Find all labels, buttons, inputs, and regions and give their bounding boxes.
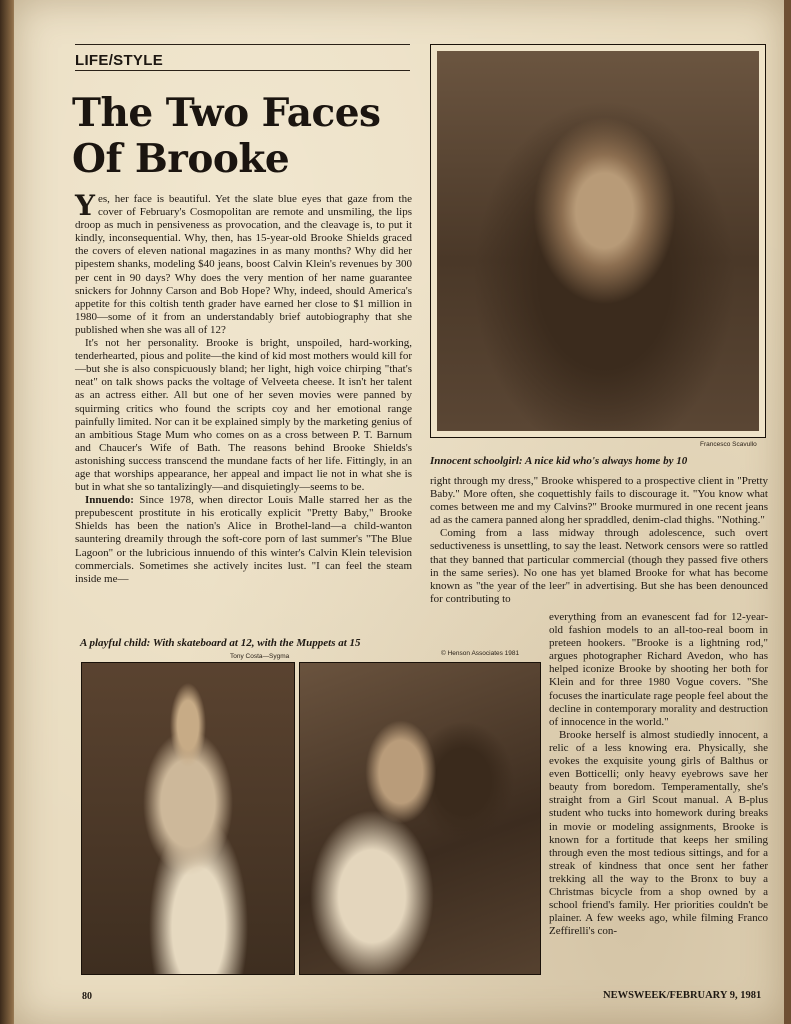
left-photo-credit: Tony Costa—Sygma	[230, 653, 290, 660]
paragraph-seductiveness: Coming from a lass midway through adolescence, such overt seductiveness is unsettling, to say the least. Network censors were so rattled that they banned that particular commercial (though they passed five others in the same series). No one has yet blamed Brooke for what has become known as "the year of the leer" in advertising. But she has been denounced for contributing to	[430, 527, 768, 605]
runin-heading: Innuendo:	[85, 494, 134, 507]
article-headline: The Two Faces Of Brooke	[72, 90, 381, 182]
article-column-2	[430, 475, 768, 606]
paragraph-continued: right through my dress," Brooke whispered to a prospective client in "Pretty Baby." More often, she coquettishly fails to discourage it. "You know what comes between me and my Calvins?" Brooke murmured in one recent jeans ad as the camera panned along her spraddled, denim-clad thighs. "Nothing."	[430, 475, 768, 527]
paragraph-innuendo	[75, 494, 412, 586]
main-photo	[430, 44, 766, 438]
main-photo-image	[437, 51, 759, 431]
section-header: LIFE/STYLE	[75, 52, 164, 69]
article-column-3	[549, 611, 768, 938]
right-photo-credit: © Henson Associates 1981	[441, 650, 520, 657]
publication-footer: NEWSWEEK/FEBRUARY 9, 1981	[603, 990, 762, 1001]
paragraph-personality: It's not her personality. Brooke is bright, unspoiled, hard-working, tenderhearted, pious and polite—the kind of kid most mothers would kill for—but she is also conspicuously bland; her light, high voice chirping "that's neat" on talk shows packs the voltage of Velveeta cheese. It isn't her talent as an actress either. All but one of her seven movies were panned by squirming critics who found the scripts coy and her emotional range painfully limited. Nor can it be explained simply by the marketing genius of an ambitious Stage Mum who comes on as a cross between P. T. Barnum and Chaucer's Wife of Bath. The reasons behind Brooke Shields's astonishing success transcend the mundane facts of her life. Fittingly, in an age that worships appearance, her appeal and impact lie not in what she is but in what she so tantalizingly—and disquietingly—seems to be.	[75, 337, 412, 494]
article-column-1	[75, 189, 412, 586]
section-rule-bottom	[75, 70, 410, 71]
paragraph-innuendo-text: Since 1978, when director Louis Malle starred her as the prepubescent prostitute in his erotically explicit "Pretty Baby," Brooke Shields has been the nation's Alice in Brothel-land—a child-wanton sauntering dreamily through the soft-core porn of last summer's "The Blue Lagoon" or the lubricious innuendo of this winter's Calvin Klein television commercials. Sometimes she actively incites lust. "I can feel the steam inside me—	[75, 494, 412, 585]
bottom-photos-caption: A playful child: With skateboard at 12, with the Muppets at 15	[80, 637, 361, 649]
paragraph-avedon: everything from an evanescent fad for 12-year-old fashion models to an all-too-real boom in preteen hookers. "Brooke is a lightning rod," argues photographer Richard Avedon, who has helped iconize Brooke by shooting her both for Klein and for three 1980 Vogue covers. "She focuses the inarticulate rage people feel about the decline in contemporary morality and destruction of innocence in the world."	[549, 611, 768, 728]
paragraph-intro	[75, 189, 412, 337]
paragraph-innocent: Brooke herself is almost studiedly innocent, a relic of a less knowing era. Physically, she evokes the exquisite young girls of Balthus or even Botticelli; only heavy eyebrows save her beauty from boredom. Temperamentally, she's straight from a Girl Scout manual. A B-plus student who tucks into homework during breaks in movie or modeling assignments, Brooke is known for a fortitude that keeps her smiling through even the most tedious sittings, and for a streak of kindness that once sent her father trekking all the way to the Bronx to buy a Christmas bicycle from a shop owned by a school friend's family. Her priorities couldn't be plainer. A few weeks ago, while filming Franco Zeffirelli's con-	[549, 728, 768, 938]
muppets-photo	[299, 662, 541, 975]
main-photo-caption: Innocent schoolgirl: A nice kid who's always home by 10	[430, 455, 688, 467]
section-rule-top	[75, 44, 410, 45]
main-photo-credit: Francesco Scavullo	[700, 441, 757, 448]
skateboard-photo	[81, 662, 295, 975]
page-number: 80	[82, 991, 92, 1002]
drop-cap: Y	[75, 189, 95, 222]
paragraph-intro-text: es, her face is beautiful. Yet the slate blue eyes that gaze from the cover of February's Cosmopolitan are remote and unsmiling, the lips droop as much in pensiveness as provocation, and the cleavage is, to put it kindly, inconsequential. Why, then, has 15-year-old Brooke Shields graced the covers of eleven national magazines in as many months? Why did her pipestem shanks, modeling $40 jeans, boost Calvin Klein's revenues by 300 per cent in 90 days? Why does the very mention of her name guarantee snickers for Johnny Carson and Bob Hope? Why, indeed, should America's appetite for this coltish tenth grader have earned her close to $1 million in 1980—some of it from an understandably brief autobiography that she published when she was all of 12?	[75, 193, 412, 336]
